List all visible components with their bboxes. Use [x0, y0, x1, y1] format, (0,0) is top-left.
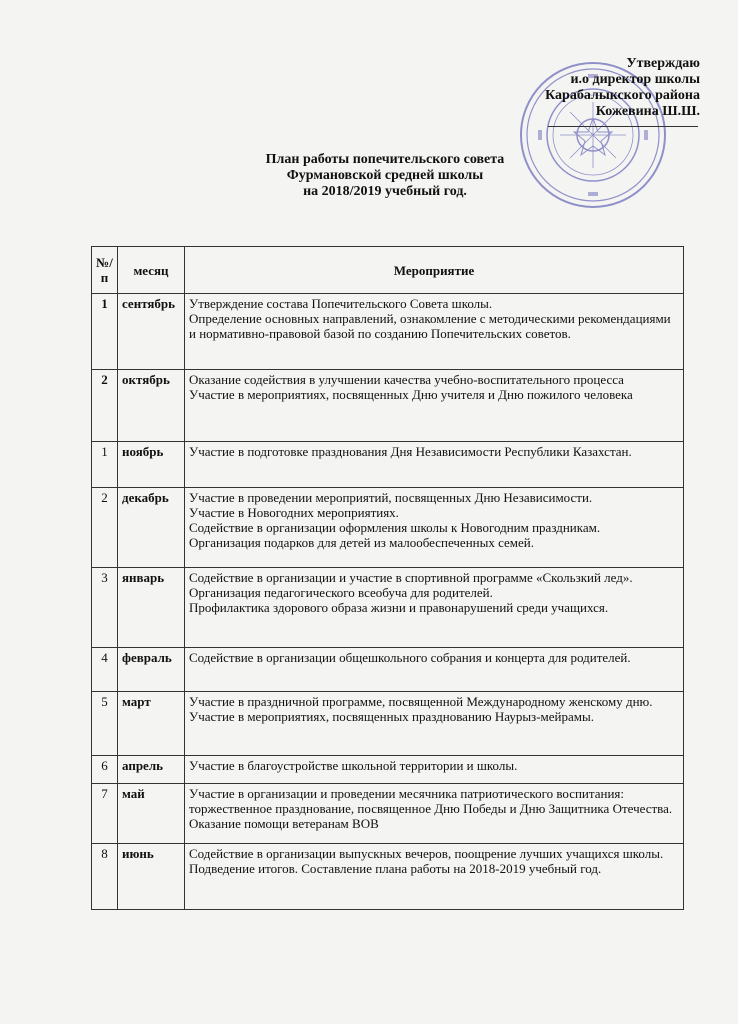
- row-events: [185, 488, 684, 568]
- header-num: №/п: [92, 247, 118, 294]
- header-event: Мероприятие: [185, 247, 684, 294]
- row-events: [185, 568, 684, 648]
- approval-district: Карабалыкского района: [545, 88, 700, 103]
- row-events: [185, 784, 684, 844]
- row-number: 8: [92, 844, 118, 910]
- approval-position: и.о директор школы: [570, 72, 700, 87]
- event-line: Участие в Новогодних мероприятиях.: [189, 505, 399, 520]
- event-line: Организация педагогического всеобуча для родителей.: [189, 585, 493, 600]
- row-number: 1: [92, 294, 118, 370]
- event-line: Определение основных направлений, ознакомление с методическими рекомендациями и нормативно-правовой базой по созданию Попечительских советов.: [189, 311, 671, 341]
- row-month: январь: [118, 568, 185, 648]
- event-line: Профилактика здорового образа жизни и правонарушений среди учащихся.: [189, 600, 609, 615]
- row-events: [185, 442, 684, 488]
- row-number: 4: [92, 648, 118, 692]
- row-events: [185, 692, 684, 756]
- row-month: февраль: [118, 648, 185, 692]
- event-line: Содействие в организации и участие в спортивной программе «Скользкий лед».: [189, 570, 633, 585]
- row-number: 3: [92, 568, 118, 648]
- row-events: [185, 648, 684, 692]
- row-month: май: [118, 784, 185, 844]
- row-number: 7: [92, 784, 118, 844]
- table-row: [92, 784, 684, 844]
- event-line: Участие в мероприятиях, посвященных Дню учителя и Дню пожилого человека: [189, 387, 633, 402]
- header-month: месяц: [118, 247, 185, 294]
- event-line: Участие в проведении мероприятий, посвященных Дню Независимости.: [189, 490, 593, 505]
- event-line: Содействие в организации выпускных вечеров, поощрение лучших учащихся школы.: [189, 846, 664, 861]
- row-number: 2: [92, 370, 118, 442]
- table-row: [92, 488, 684, 568]
- approval-approve: Утверждаю: [626, 56, 700, 71]
- table-row: [92, 370, 684, 442]
- title-line-1: План работы попечительского совета: [265, 152, 505, 167]
- table-row: [92, 294, 684, 370]
- row-month: декабрь: [118, 488, 185, 568]
- approval-signatory: Кожевина Ш.Ш.: [595, 104, 700, 119]
- table-row: [92, 756, 684, 784]
- event-line: Оказание содействия в улучшении качества учебно-воспитательного процесса: [189, 372, 624, 387]
- table-row: [92, 692, 684, 756]
- table-header-row: [92, 247, 684, 294]
- table-row: [92, 442, 684, 488]
- row-events: [185, 370, 684, 442]
- event-line: Участие в благоустройстве школьной территории и школы.: [189, 758, 518, 773]
- title-line-3: на 2018/2019 учебный год.: [303, 184, 467, 199]
- row-month: март: [118, 692, 185, 756]
- row-number: 1: [92, 442, 118, 488]
- event-line: Участие в праздничной программе, посвященной Международному женскому дню.: [189, 694, 653, 709]
- approval-block: [545, 56, 700, 120]
- title-line-2: Фурмановской средней школы: [286, 168, 484, 183]
- row-events: [185, 294, 684, 370]
- event-line: Организация подарков для детей из малообеспеченных семей.: [189, 535, 535, 550]
- table-row: [92, 844, 684, 910]
- row-number: 2: [92, 488, 118, 568]
- signature-line: [548, 126, 698, 127]
- event-line: Участие в подготовке празднования Дня Независимости Республики Казахстан.: [189, 444, 632, 459]
- event-line: Подведение итогов. Составление плана работы на 2018-2019 учебный год.: [189, 861, 602, 876]
- plan-table: [91, 246, 684, 910]
- row-month: ноябрь: [118, 442, 185, 488]
- table-row: [92, 568, 684, 648]
- table-body: [92, 294, 684, 910]
- document-title: [200, 152, 570, 200]
- event-line: Участие в мероприятиях, посвященных празднованию Наурыз-мейрамы.: [189, 709, 594, 724]
- row-month: сентябрь: [118, 294, 185, 370]
- event-line: Содействие в организации оформления школы к Новогодним праздникам.: [189, 520, 601, 535]
- row-month: апрель: [118, 756, 185, 784]
- event-line: Участие в организации и проведении месячника патриотического воспитания: торжественное празднование, посвященное Дню Победы и Дню Защитника Отечества. Оказание помощи ветеранам ВОВ: [189, 786, 673, 831]
- table-row: [92, 648, 684, 692]
- row-month: октябрь: [118, 370, 185, 442]
- row-number: 6: [92, 756, 118, 784]
- event-line: Утверждение состава Попечительского Совета школы.: [189, 296, 493, 311]
- row-events: [185, 844, 684, 910]
- row-number: 5: [92, 692, 118, 756]
- event-line: Содействие в организации общешкольного собрания и концерта для родителей.: [189, 650, 631, 665]
- row-month: июнь: [118, 844, 185, 910]
- row-events: [185, 756, 684, 784]
